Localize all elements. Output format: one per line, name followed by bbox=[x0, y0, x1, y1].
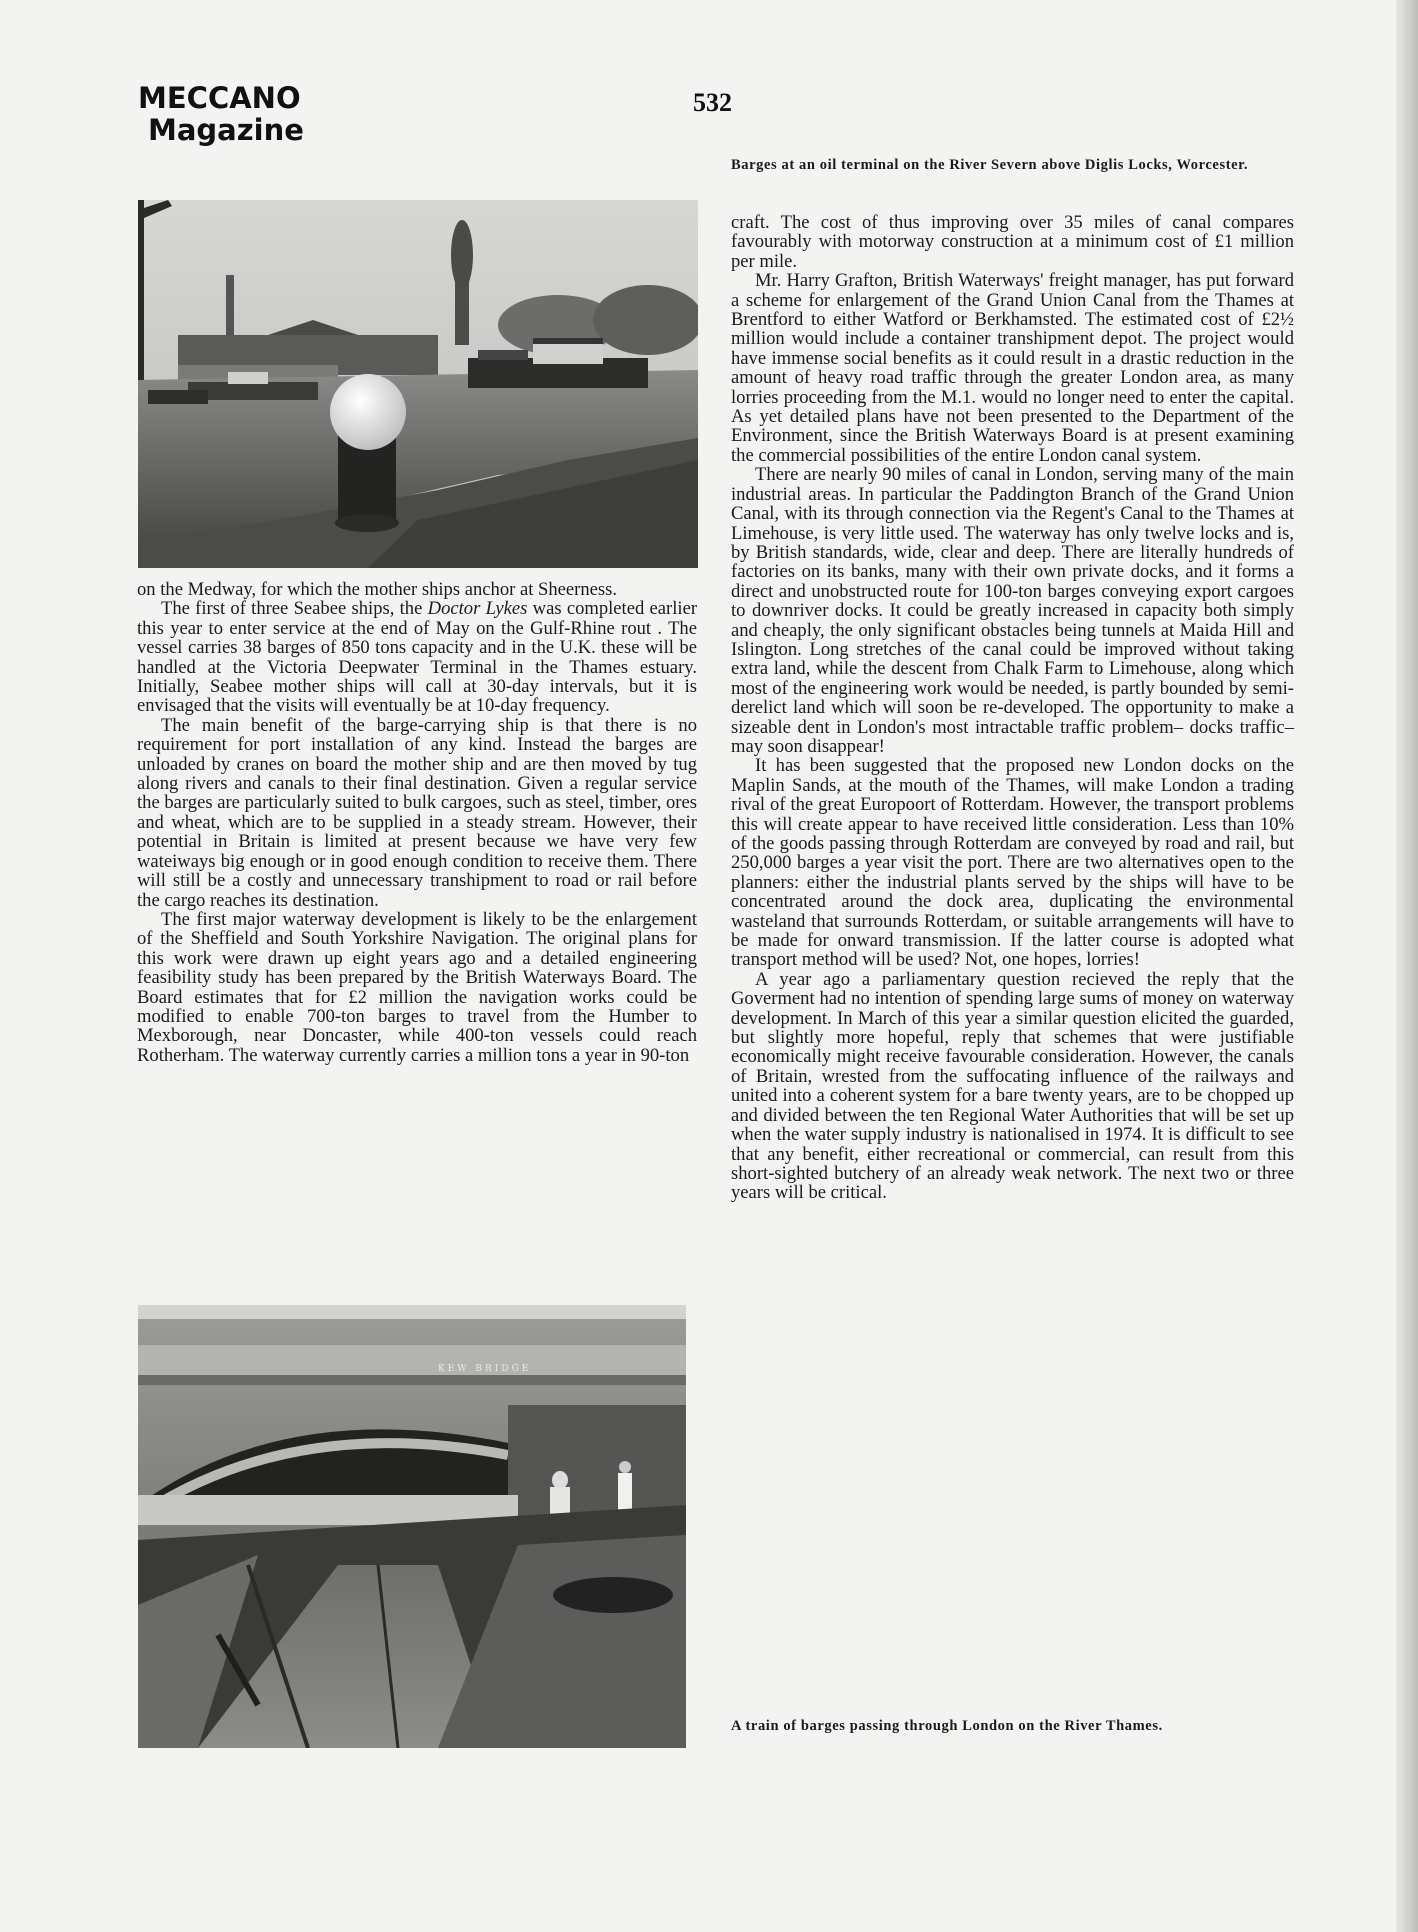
paragraph: The first major waterway development is likely to be the enlargement of the Sheffield and South Yorkshire Navigation. The original plans for this work were drawn up eight years ago and a detailed engineering feasibility study has been prepared by the British Waterways Board. The Board estimates that for £2 million the navigation works could be modified to enable 700-ton barges to travel from the Humber to Mexborough, near Doncaster, while 400-ton vessels could reach Rotherham. The waterway currently carries a million tons a year in 90-ton bbox=[137, 908, 697, 1066]
paragraph: A year ago a parliamentary question recieved the reply that the Goverment had no intention of spending large sums of money on waterway development. In March of this year a similar question elicited the guarded, but slightly more hopeful, reply that schemes that were justifiable economically might receive favourable consideration. However, the canals of Britain, wrested from the suffocating influence of the railways and united into a coherent system for a bare twenty years, are to be chopped up and divided between the ten Regional Water Authorities that will be set up when the water supply industry is nationalised in 1974. It is difficult to see that any benefit, either recreational or commercial, can result from this short-sighted butchery of an already weak network. The next two or three years will be critical. bbox=[731, 968, 1294, 1204]
masthead-title: MECCANO bbox=[138, 81, 301, 115]
oil-terminal-photo bbox=[138, 160, 698, 568]
paragraph: The main benefit of the barge-carrying ship is that there is no requirement for port installation of any kind. Instead the barges are unloaded by cranes on board the mother ship and are then moved by tug along rivers and canals to their final destination. Given a regular service the barges are particularly suited to bulk cargoes, such as steel, timber, ores and wheat, which are to be supplied in a steady stream. However, their potential in Britain is limited at present because we have very few wateiways big enough or in good enough condition to receive them. There will still be a costly and unnecessary transhipment to road or rail before the cargo reaches its destination. bbox=[137, 714, 697, 911]
barge-train-photo-graphic bbox=[138, 1305, 686, 1748]
paragraph-text: The first of three Seabee ships, the bbox=[161, 598, 428, 620]
caption-top: Barges at an oil terminal on the River Severn above Diglis Locks, Worcester. bbox=[731, 157, 1249, 173]
paragraph: It has been suggested that the proposed new London docks on the Maplin Sands, at the mouth of the Thames, will make London a trading rival of the great Europoort of Rotterdam. However, the transport problems this will create appear to have received little consideration. Less than 10% of the goods passing through Rotterdam are conveyed by road and rail, but 250,000 barges a year visit the port. There are two alternatives open to the planners: either the industrial plants served by the ships will have to be concentrated around the dock area, duplicating the environmental wasteland that surrounds Rotterdam, or suitable arrangements will have to be made for onward transmission. If the latter course is adopted what transport method will be used? Not, one hopes, lorries! bbox=[731, 755, 1294, 971]
masthead-subtitle: Magazine bbox=[148, 113, 304, 147]
oil-terminal-photo-graphic bbox=[138, 160, 698, 568]
page-number: 532 bbox=[693, 88, 732, 117]
right-column bbox=[731, 213, 1294, 1203]
page-edge bbox=[1396, 0, 1418, 1932]
paragraph-text: was completed earlier this year to enter service at the end of May on the Gulf-Rhine rout . The vessel carries 38 barges of 850 tons capacity and in the U.K. these will be handled at the Victoria Deepwater Terminal in the Thames estuary. Initially, Seabee mother ships will call at 30-day intervals, but it is envisaged that the visits will eventually be at 10-day frequency. bbox=[137, 598, 698, 717]
paragraph: craft. The cost of thus improving over 35 miles of canal compares favourably with motorway construction at a minimum cost of £1 million per mile. bbox=[731, 212, 1294, 272]
ship-name: Doctor Lykes bbox=[427, 598, 528, 620]
paragraph: There are nearly 90 miles of canal in London, serving many of the main industrial areas. In particular the Paddington Branch of the Grand Union Canal, with its through connection via the Regent's Canal to the Thames at Limehouse, is very little used. The waterway has only twelve locks and is, by British standards, wide, clear and deep. There are literally hundreds of factories on its banks, many with their own private docks, and it forms a direct and unobstructed route for 100-ton barges conveying export cargoes to downriver docks. It could be greatly increased in capacity both simply and cheaply, the only significant obstacles being tunnels at Maida Hill and Islington. Long stretches of the canal could be improved without taking extra land, while the descent from Chalk Farm to Limehouse, along which most of the engineering work would be needed, is partly bounded by semi-derelict land which will soon be re-developed. The opportunity to make a sizeable dent in London's most intractable traffic problem– docks traffic– may soon disappear! bbox=[731, 464, 1294, 757]
paragraph bbox=[137, 599, 697, 715]
bridge-inscription: KEW BRIDGE bbox=[438, 1364, 532, 1374]
masthead bbox=[138, 82, 304, 146]
barge-train-photo bbox=[138, 1305, 686, 1748]
paragraph: Mr. Harry Grafton, British Waterways' freight manager, has put forward a scheme for enlargement of the Grand Union Canal from the Thames at Brentford to either Watford or Berkhamsted. The estimated cost of £2½ million would include a container transhipment depot. The project would have immense social benefits as it could result in a drastic reduction in the amount of heavy road traffic through the greater London area, as many lorries proceeding from the M.1. would no longer need to enter the capital. As yet detailed plans have not been presented to the Department of the Environment, since the British Waterways Board is at present examining the commercial possibilities of the entire London canal system. bbox=[731, 270, 1294, 466]
caption-bottom: A train of barges passing through London on the River Thames. bbox=[731, 1718, 1163, 1734]
paragraph: on the Medway, for which the mother ships anchor at Sheerness. bbox=[137, 579, 618, 600]
left-column bbox=[137, 580, 697, 1065]
